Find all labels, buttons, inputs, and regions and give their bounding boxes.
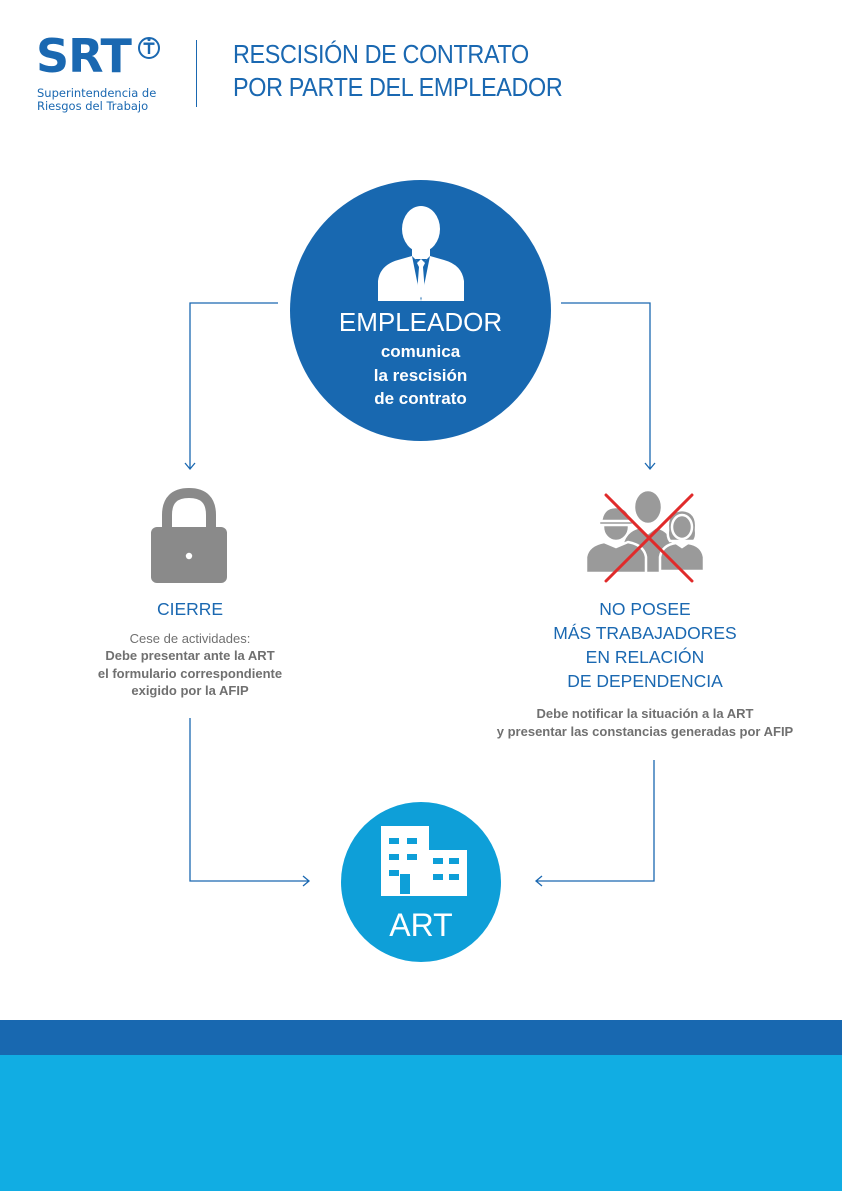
- art-label: ART: [389, 907, 453, 943]
- page-title: RESCISIÓN DE CONTRATO POR PARTE DEL EMPLEADOR: [233, 39, 563, 102]
- logo-text: SRT: [36, 29, 131, 83]
- cierre-title: CIERRE: [156, 599, 224, 619]
- building-icon: [381, 826, 469, 896]
- no-posee-description: Debe notificar la situación a la ART y presentar las constancias generadas por AFIP: [496, 706, 794, 739]
- lock-icon: [149, 487, 229, 583]
- logo-subtitle: Superintendencia de Riesgos del Trabajo: [37, 86, 157, 113]
- cierre-description: Cese de actividades: Debe presentar ante la ART el formulario correspondiente exigido por la AFIP: [97, 631, 283, 698]
- connector-employer-to-no-posee: [561, 303, 650, 468]
- employer-icon: [376, 203, 466, 301]
- footer-band-dark: [0, 1020, 842, 1055]
- no-posee-title: NO POSEE MÁS TRABAJADORES EN RELACIÓN DE DEPENDENCIA: [553, 599, 737, 691]
- employer-title: EMPLEADOR: [338, 307, 503, 337]
- connector-cierre-to-art: [190, 718, 309, 881]
- footer-band-light: [0, 1055, 842, 1191]
- connector-employer-to-cierre: [190, 303, 278, 468]
- employer-subtitle: comunica la rescisión de contrato: [373, 342, 468, 408]
- crossed-workers-icon: [584, 485, 710, 585]
- connector-no-posee-to-art: [536, 760, 654, 881]
